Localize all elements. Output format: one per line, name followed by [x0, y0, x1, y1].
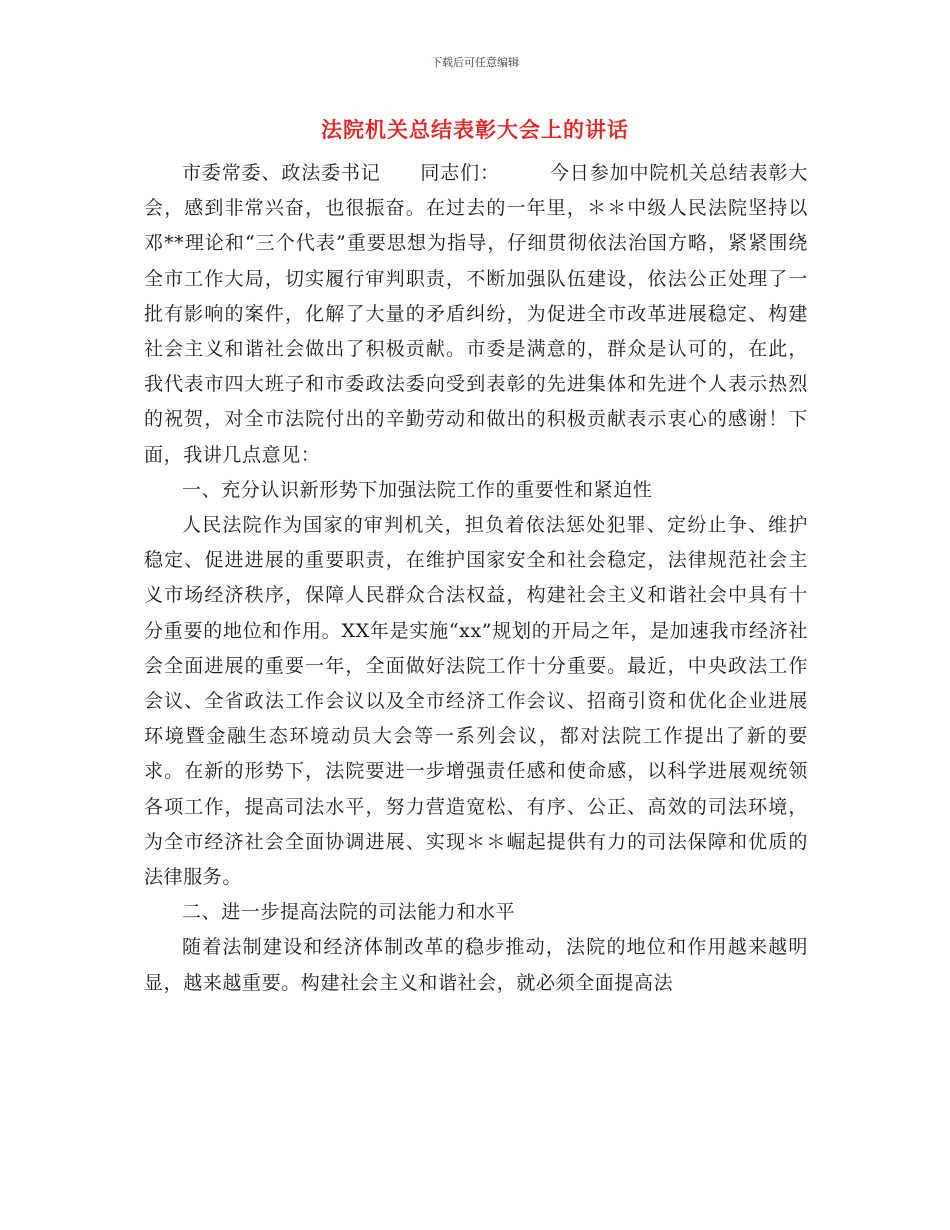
- paragraph-section-1: 人民法院作为国家的审判机关，担负着依法惩处犯罪、定纷止争、维护稳定、促进进展的重要职责，在维护国家安全和社会稳定，法律规范社会主义市场经济秩序，保障人民群众合法权益，构建社会主义和谐社会中具有十分重要的地位和作用。XX年是实施“xx”规划的开局之年，是加速我市经济社会全面进展的重要一年，全面做好法院工作十分重要。最近，中央政法工作会议、全省政法工作会议以及全市经济工作会议、招商引资和优化企业进展环境暨金融生态环境动员大会等一系列会议，都对法院工作提出了新的要求。在新的形势下，法院要进一步增强责任感和使命感，以科学进展观统领各项工作，提高司法水平，努力营造宽松、有序、公正、高效的司法环境，为全市经济社会全面协调进展、实现＊＊崛起提供有力的司法保障和优质的法律服务。: [144, 514, 808, 889]
- document-body: [144, 156, 808, 1001]
- document-title: 法院机关总结表彰大会上的讲话: [321, 117, 629, 142]
- section-heading-1: 一、充分认识新形势下加强法院工作的重要性和紧迫性: [182, 478, 653, 501]
- paragraph-opening: 市委常委、政法委书记 同志们： 今日参加中院机关总结表彰大会，感到非常兴奋，也很振奋。在过去的一年里，＊＊中级人民法院坚持以邓**理论和“三个代表”重要思想为指导，仔细贯彻依法治国方略，紧紧围绕全市工作大局，切实履行审判职责，不断加强队伍建设，依法公正处理了一批有影响的案件，化解了大量的矛盾纠纷，为促进全市改革进展稳定、构建社会主义和谐社会做出了积极贡献。市委是满意的，群众是认可的，在此，我代表市四大班子和市委政法委向受到表彰的先进集体和先进个人表示热烈的祝贺，对全市法院付出的辛勤劳动和做出的积极贡献表示衷心的感谢！下面，我讲几点意见：: [144, 162, 808, 466]
- download-note: 下载后可任意编辑: [431, 56, 519, 69]
- section-heading-2: 二、进一步提高法院的司法能力和水平: [182, 901, 516, 924]
- paragraph-section-2: 随着法制建设和经济体制改革的稳步推动，法院的地位和作用越来越明显，越来越重要。构建社会主义和谐社会，就必须全面提高法: [144, 936, 808, 994]
